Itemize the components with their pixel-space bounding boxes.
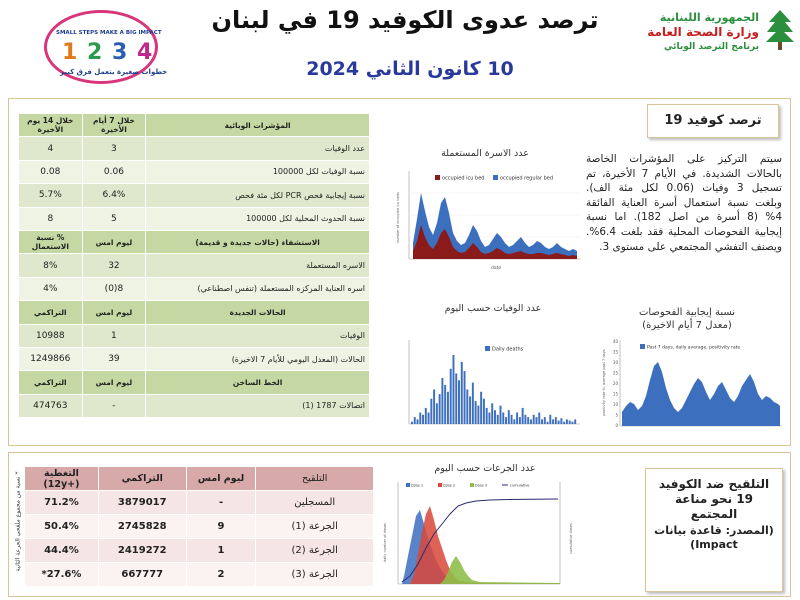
deaths-bar (563, 422, 565, 424)
campaign-number-4: 4 (136, 40, 154, 65)
deaths-bar (544, 417, 546, 424)
deaths-bar (419, 413, 421, 425)
table-header-cell: المؤشرات الوبائية (146, 114, 370, 137)
deaths-bar (488, 413, 490, 425)
deaths-bar (566, 419, 568, 424)
deaths-bar (436, 403, 438, 424)
table-row (25, 515, 374, 539)
table-row (25, 491, 374, 515)
table-header-cell: الحالات الجديدة (146, 301, 370, 324)
indicator-label: الحالات (المعدل اليومي للأيام 7 الاخيرة) (146, 347, 370, 370)
indicator-label: اتصالات 1787 (1) (146, 394, 370, 417)
table-header-cell: ليوم امس (82, 301, 146, 324)
deaths-bar (530, 419, 532, 424)
deaths-bar (527, 417, 529, 424)
table-row (19, 160, 370, 183)
indicator-label: نسبة إيجابية فحص PCR لكل مئة فحص (146, 184, 370, 207)
beds-legend-regular-label: occupied regular bed (500, 175, 554, 182)
vaccination-value: 1 (186, 539, 256, 563)
positivity-y-tick: 30 (612, 360, 618, 365)
indicator-value: 10988 (19, 324, 83, 347)
deaths-bar (513, 419, 515, 424)
deaths-bar (574, 419, 576, 424)
indicator-value: 5.7% (19, 184, 83, 207)
deaths-bar (469, 396, 471, 424)
beds-legend-icu-swatch (435, 175, 440, 180)
deaths-bar (428, 413, 430, 425)
table-header-cell: التراكمي (19, 371, 83, 394)
moph-logo (640, 8, 795, 68)
moph-republic: الجمهورية اللبنانية (659, 11, 759, 24)
table-header-row (19, 371, 370, 394)
indicator-value: 6.4% (82, 184, 146, 207)
table-row (19, 207, 370, 230)
indicator-label: نسبة الوفيات لكل 100000 (146, 160, 370, 183)
positivity-chart-title (632, 306, 742, 332)
vaccine-y-label: daily number of doses (383, 523, 387, 562)
vaccination-value: 667777 (98, 563, 186, 587)
deaths-bar (522, 408, 524, 424)
vaccination-table (24, 466, 374, 587)
table-row (19, 277, 370, 300)
vaccination-value: 44.4% (25, 539, 99, 563)
indicator-value: 4 (19, 137, 83, 160)
indicator-value: 4% (19, 277, 83, 300)
beds-legend-icu-label: occupied icu bed (442, 175, 485, 182)
deaths-bar (453, 355, 455, 424)
vaccination-value: 2419272 (98, 539, 186, 563)
vaccination-value: 9 (186, 515, 256, 539)
deaths-bar (519, 417, 521, 424)
vaccination-label: الجرعة (3) (256, 563, 374, 587)
deaths-bar (414, 417, 416, 424)
table-row (25, 563, 374, 587)
vaccination-box-title-line2: 19 نحو مناعة (674, 492, 754, 506)
indicator-value: 474763 (19, 394, 83, 417)
deaths-bar (558, 421, 560, 424)
vaccination-value: 27.6%* (25, 563, 99, 587)
deaths-bar (524, 415, 526, 424)
deaths-bar (483, 399, 485, 424)
table-header-cell: التلقيح (256, 467, 374, 491)
vaccine-legend-dose3-label: Dose 3 (475, 483, 488, 488)
deaths-bar (547, 422, 549, 424)
moph-program: برنامج الترصد الوبائي (663, 42, 759, 52)
deaths-legend-swatch (485, 346, 490, 351)
table-header-cell: خلال 14 يوم الأخيرة (19, 114, 83, 137)
indicator-label: عدد الوفيات (146, 137, 370, 160)
vaccine-legend-dose3-swatch (470, 483, 474, 487)
deaths-bar (425, 408, 427, 424)
vaccination-footnote-text: * نسبة من مجموع ملقحي الجرعة الثانية (14, 471, 22, 572)
table-header-cell: ليوم امس (82, 230, 146, 253)
deaths-chart-title: عدد الوفيات حسب اليوم (444, 303, 542, 314)
deaths-bar (549, 415, 551, 424)
deaths-bar (505, 417, 507, 424)
vaccination-value: 2745828 (98, 515, 186, 539)
deaths-bar (480, 392, 482, 424)
campaign-numbers (62, 40, 153, 65)
deaths-bar (536, 417, 538, 424)
table-header-cell: التراكمي (19, 301, 83, 324)
surveillance-summary-text: سيتم التركيز على المؤشرات الخاصة بالحالات الشديدة. في الأيام 7 الأخيرة، تم تسجيل 3 وفيات (0.06 لكل مئة الف). وبلغت نسبة استعمال أسرة العناية الفائقة 4% (8 أسرة من اصل 182). اما نسبة إيجابية الفحوصات المحلية فقد بلغت 6.4%. ويصنف التفشي المجتمعي على مستوى 3. (586, 153, 783, 253)
deaths-bar (533, 415, 535, 424)
deaths-bar (417, 419, 419, 424)
deaths-bar (411, 422, 413, 424)
vaccine-chart-svg (380, 476, 580, 596)
deaths-legend-label: Daily deaths (492, 346, 524, 353)
cedar-icon (765, 8, 795, 54)
deaths-bar (444, 385, 446, 424)
indicator-value: 1249866 (19, 347, 83, 370)
indicator-value: 0.08 (19, 160, 83, 183)
indicator-label: اسره العناية المركزه المستعملة (تنفس اصطناعي) (146, 277, 370, 300)
indicators-table (18, 113, 370, 418)
campaign-number-3: 3 (111, 40, 129, 65)
vaccine-y2-label: cumulative doses (569, 523, 573, 554)
table-row (25, 539, 374, 563)
indicator-value: 8 (19, 207, 83, 230)
beds-chart (395, 163, 585, 275)
deaths-bar (450, 369, 452, 424)
vaccine-legend-dose2-label: Dose 2 (443, 483, 456, 488)
vaccination-title-box (645, 468, 783, 592)
vaccination-label: الجرعة (1) (256, 515, 374, 539)
table-header-cell: ليوم امس (186, 467, 256, 491)
beds-chart-title: عدد الاسرة المستعملة (441, 148, 529, 159)
deaths-bar (458, 380, 460, 424)
indicator-value: 32 (82, 254, 146, 277)
vaccination-value: 3879017 (98, 491, 186, 515)
indicator-label: نسبة الحدوث المحلية لكل 100000 (146, 207, 370, 230)
deaths-bar (555, 417, 557, 424)
vaccination-value: - (186, 491, 256, 515)
table-header-row (19, 114, 370, 137)
deaths-bar (433, 390, 435, 425)
deaths-bar (461, 362, 463, 424)
positivity-y-tick: 25 (612, 370, 618, 376)
vaccination-box-title-line1: التلقيح ضد الكوفيد (658, 477, 770, 491)
beds-chart-svg (395, 163, 585, 275)
deaths-bar (422, 415, 424, 424)
campaign-slogan-ar: خطوات صغيرة بتعمل فرق كبير (60, 68, 168, 76)
table-header-cell: خلال 7 أيام الأخيرة (82, 114, 146, 137)
table-header-cell: ليوم امس (82, 371, 146, 394)
positivity-y-tick: 10 (612, 402, 618, 407)
beds-x-label: date (491, 266, 502, 271)
deaths-bar (497, 415, 499, 424)
covid-surveillance-title-box: ترصد كوفيد 19 (647, 104, 779, 138)
indicator-value: 1 (82, 324, 146, 347)
table-row (19, 137, 370, 160)
indicator-label: الاسره المستعملة (146, 254, 370, 277)
indicator-value: 8(0) (82, 277, 146, 300)
indicator-value: 39 (82, 347, 146, 370)
vaccine-legend-dose1-swatch (406, 483, 410, 487)
moph-ministry: وزارة الصحة العامة (647, 25, 759, 39)
deaths-bar (502, 413, 504, 425)
positivity-legend-label: Past 7 days, daily average, positivity rate (647, 345, 741, 351)
positivity-chart (600, 336, 784, 438)
vaccine-chart (380, 476, 580, 596)
positivity-legend-swatch (640, 344, 645, 349)
table-row (19, 394, 370, 417)
deaths-bar (552, 419, 554, 424)
deaths-bar (511, 415, 513, 424)
indicator-value: 8% (19, 254, 83, 277)
vaccine-chart-title: عدد الجرعات حسب اليوم (434, 463, 536, 474)
deaths-bar (541, 419, 543, 424)
deaths-bar (500, 406, 502, 424)
deaths-chart (395, 320, 585, 440)
vaccination-label: الجرعة (2) (256, 539, 374, 563)
table-header-cell: الاستشفاء (حالات جديدة و قديمة) (146, 230, 370, 253)
deaths-bar (464, 371, 466, 424)
deaths-bar (560, 418, 562, 424)
positivity-chart-title-line1: نسبة إيجابية الفحوصات (638, 307, 736, 318)
deaths-bar (516, 413, 518, 425)
deaths-bar (569, 421, 571, 424)
vaccination-box-source: (المصدر: قاعدة بيانات Impact) (654, 524, 774, 551)
positivity-y-tick: 20 (612, 381, 618, 386)
positivity-y-tick: 5 (615, 412, 618, 418)
positivity-y-tick: 35 (612, 349, 618, 355)
vaccination-label: المسجلين (256, 491, 374, 515)
vaccination-value: 50.4% (25, 515, 99, 539)
vaccine-legend-cumulative-label: cumulative (510, 483, 530, 488)
campaign-number-2: 2 (86, 40, 104, 65)
table-header-row (25, 467, 374, 491)
positivity-y-tick: 15 (612, 391, 618, 397)
vaccine-legend-dose2-swatch (438, 483, 442, 487)
beds-legend-regular-swatch (493, 175, 498, 180)
deaths-bar (571, 422, 573, 424)
positivity-y-tick: 0 (615, 423, 618, 428)
vaccination-value: 71.2% (25, 491, 99, 515)
campaign-logo (42, 8, 168, 86)
table-header-row (19, 230, 370, 253)
deaths-bar (477, 406, 479, 424)
indicator-value: 3 (82, 137, 146, 160)
indicator-value: 5 (82, 207, 146, 230)
campaign-number-1: 1 (62, 40, 79, 65)
positivity-chart-title-line2: (معدل 7 أيام الاخيرة) (642, 320, 732, 331)
indicator-value: - (82, 394, 146, 417)
table-header-row (19, 301, 370, 324)
deaths-bar (491, 403, 493, 424)
table-header-cell: % نسبة الاستعمال (19, 230, 83, 253)
deaths-bar (538, 413, 540, 425)
deaths-bar (472, 383, 474, 424)
table-row (19, 184, 370, 207)
indicator-value: 0.06 (82, 160, 146, 183)
deaths-bar (430, 399, 432, 424)
deaths-bar (508, 410, 510, 424)
vaccination-value: 2 (186, 563, 256, 587)
deaths-bar (494, 410, 496, 424)
positivity-y-tick: 40 (612, 339, 618, 344)
positivity-chart-svg (600, 336, 784, 438)
deaths-bar (486, 408, 488, 424)
deaths-bar (455, 373, 457, 424)
deaths-chart-svg (395, 320, 585, 440)
table-header-cell: التغطية (+12y) (25, 467, 99, 491)
campaign-slogan-en: SMALL STEPS MAKE A BIG IMPACT (56, 30, 162, 36)
positivity-y-label: positivity rate %, average past 7 days (602, 349, 606, 416)
deaths-bar (447, 392, 449, 424)
page-title: ترصد عدوى الكوفيد 19 في لبنان (211, 6, 599, 34)
table-header-cell: التراكمي (98, 467, 186, 491)
table-row (19, 324, 370, 347)
beds-y-label: number of occupied icu beds (396, 192, 400, 243)
vaccine-legend-dose1-label: Dose 1 (411, 483, 424, 488)
table-row (19, 254, 370, 277)
vaccination-box-title-line3: المجتمع (690, 507, 738, 521)
table-header-cell: الخط الساخن (146, 371, 370, 394)
deaths-bar (475, 401, 477, 424)
deaths-bar (439, 394, 441, 424)
indicator-label: الوفيات (146, 324, 370, 347)
report-date: 10 كانون الثاني 2024 (306, 58, 514, 80)
deaths-bar (466, 390, 468, 425)
table-row (19, 347, 370, 370)
deaths-bar (441, 378, 443, 424)
